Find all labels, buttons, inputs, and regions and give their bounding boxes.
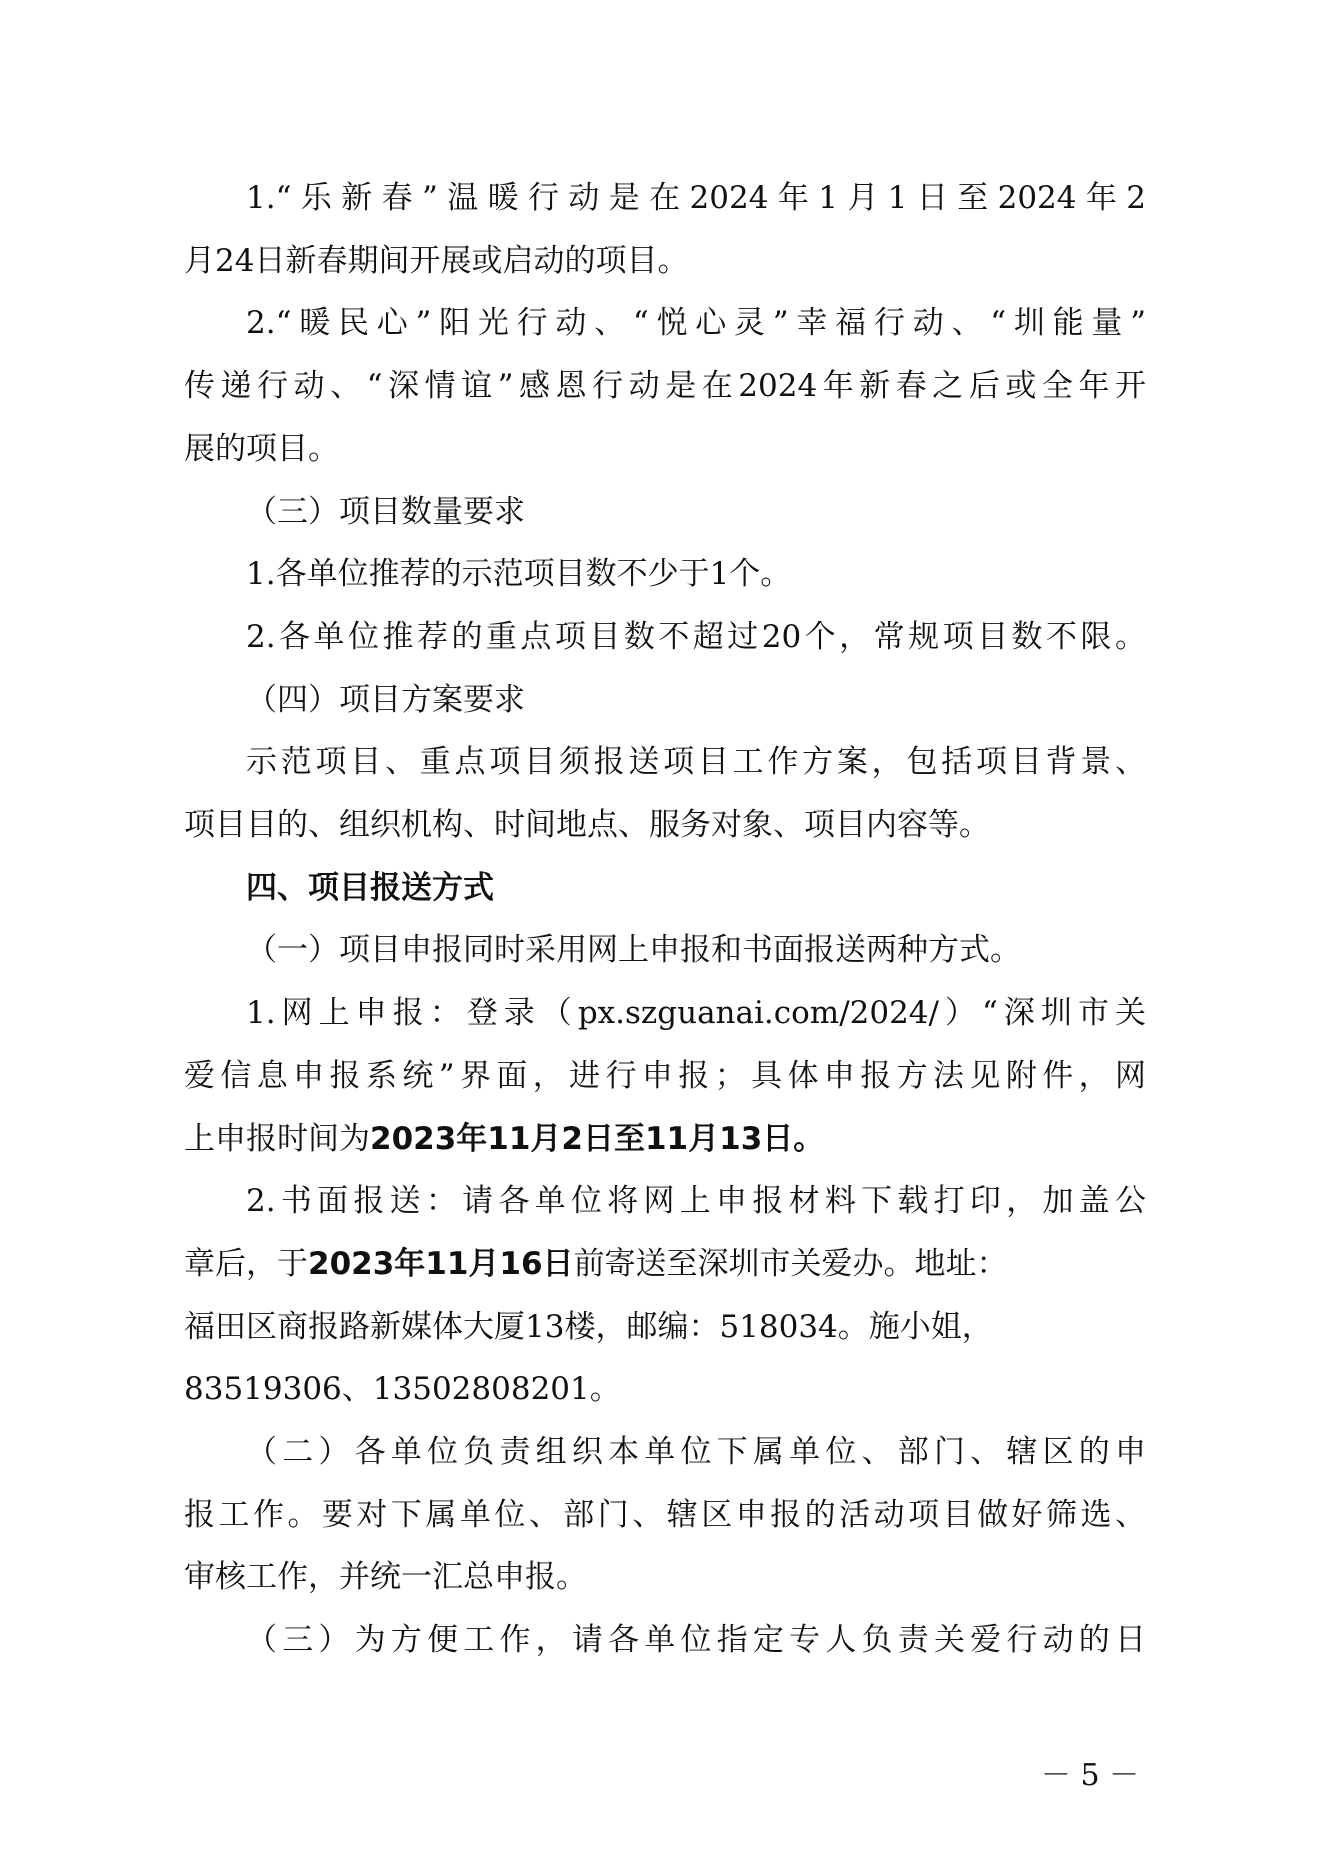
text-segment: （三）为方便工作，请各单位指定专人负责关爱行动的日 [246, 1622, 1146, 1659]
text-segment: 传递行动、“深情谊”感恩行动是在2024年新春之后或全年开 [184, 368, 1146, 405]
text-segment: 1.“乐新春”温暖行动是在2024年1月1日至2024年2 [246, 180, 1146, 216]
text-line [184, 805, 1146, 845]
text-line [184, 1056, 1146, 1096]
text-segment: 2.“暖民心”阳光行动、“悦心灵”幸福行动、“圳能量” [246, 305, 1146, 342]
text-line [246, 930, 1146, 970]
text-segment: 83519306、13502808201。 [184, 1371, 621, 1408]
text-line [246, 1620, 1146, 1660]
text-segment: 月24日新春期间开展或启动的项目。 [184, 242, 689, 279]
text-line [246, 680, 1146, 720]
text-segment: （四）项目方案要求 [246, 681, 525, 718]
text-line [246, 742, 1146, 782]
text-line [184, 1119, 1146, 1159]
text-line [246, 303, 1146, 343]
text-segment: （二）各单位负责组织本单位下属单位、部门、辖区的申 [246, 1434, 1146, 1470]
text-segment: 1.网上申报：登录（px.szguanai.com/2024/）“深圳市关 [246, 995, 1146, 1032]
text-segment: 爱信息申报系统”界面，进行申报；具体申报方法见附件，网 [184, 1057, 1146, 1094]
page-number: － 5 － [1040, 1758, 1140, 1793]
text-segment: 四、项目报送方式 [246, 869, 494, 906]
text-line [184, 429, 1146, 469]
text-segment: 报工作。要对下属单位、部门、辖区申报的活动项目做好筛选、 [184, 1496, 1146, 1533]
text-segment: 章后，于 [184, 1245, 308, 1282]
text-segment: 上申报时间为 [184, 1120, 370, 1157]
text-line [246, 617, 1146, 657]
text-line [184, 241, 1146, 281]
text-segment: 福田区商报路新媒体大厦13楼，邮编：518034。施小姐， [184, 1308, 993, 1345]
text-segment: （三）项目数量要求 [246, 493, 525, 530]
text-segment: （一）项目申报同时采用网上申报和书面报送两种方式。 [246, 932, 1021, 969]
text-segment: 项目目的、组织机构、时间地点、服务对象、项目内容等。 [184, 807, 990, 843]
bold-text: 2023年11月16日 [308, 1245, 574, 1282]
section-heading [246, 868, 1146, 908]
bold-text: 2023年11月2日至11月13日。 [370, 1120, 825, 1157]
text-line [184, 1369, 1146, 1409]
text-line [246, 1181, 1146, 1221]
text-segment: 前寄送至深圳市关爱办。地址： [573, 1245, 1008, 1282]
text-line [246, 1432, 1146, 1472]
text-segment: 展的项目。 [184, 430, 339, 467]
text-line [246, 178, 1146, 218]
text-segment: 2.各单位推荐的重点项目数不超过20个，常规项目数不限。 [246, 618, 1146, 655]
text-line [246, 492, 1146, 532]
text-segment: 示范项目、重点项目须报送项目工作方案，包括项目背景、 [246, 744, 1146, 781]
text-line [184, 1557, 1146, 1597]
text-line [184, 1307, 1146, 1347]
text-line [246, 554, 1146, 594]
text-segment: 1.各单位推荐的示范项目数不少于1个。 [246, 556, 792, 593]
text-line [184, 1495, 1146, 1535]
text-segment: 2.书面报送：请各单位将网上申报材料下载打印，加盖公 [246, 1183, 1146, 1220]
text-segment: 审核工作，并统一汇总申报。 [184, 1559, 587, 1596]
text-line [184, 366, 1146, 406]
text-line [184, 1244, 1146, 1284]
text-line [246, 993, 1146, 1033]
